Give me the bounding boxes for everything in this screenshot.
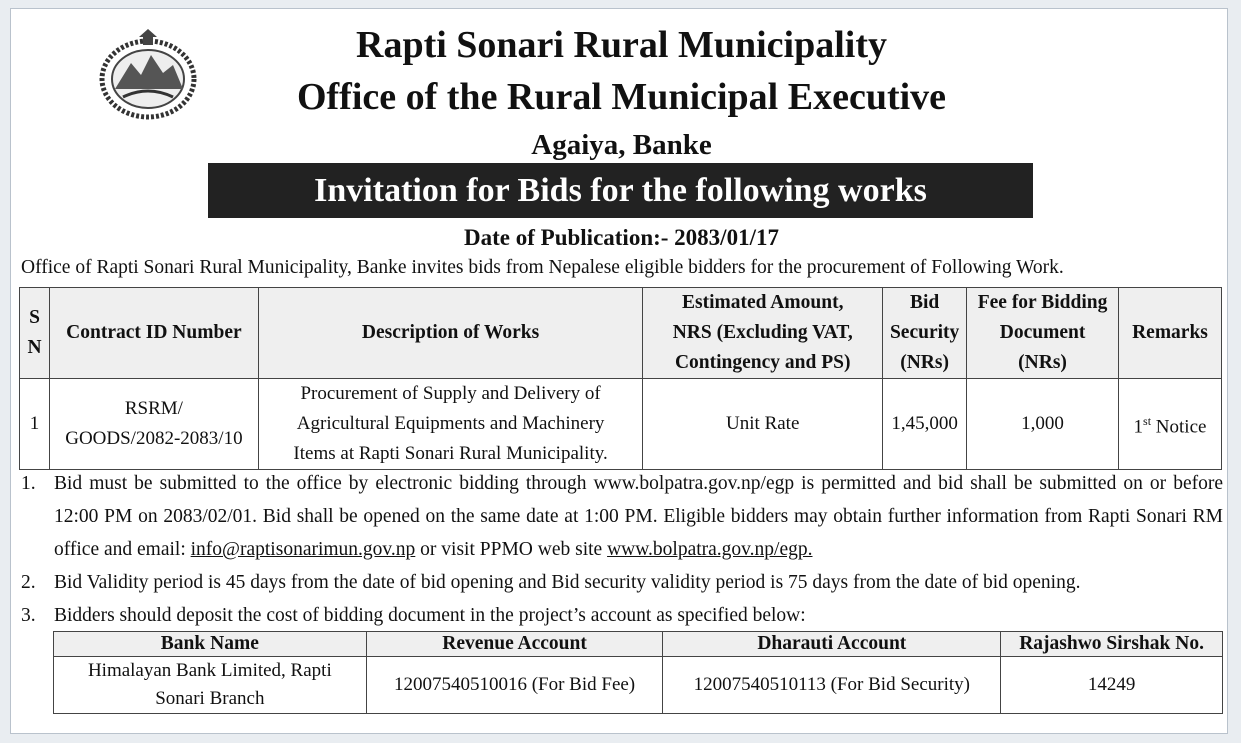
estimate-cell: Unit Rate xyxy=(643,379,883,470)
fee-cell: 1,000 xyxy=(967,379,1119,470)
notice-page xyxy=(10,8,1228,734)
ppmo-site-link[interactable]: www.bolpatra.gov.np/egp. xyxy=(607,539,813,560)
rajashwo-cell: 14249 xyxy=(1001,657,1223,714)
estimate-header: Estimated Amount, NRS (Excluding VAT, Contingency and PS) xyxy=(643,288,883,379)
revenue-header: Revenue Account xyxy=(366,632,663,657)
note-number: 3. xyxy=(21,605,36,626)
list-item xyxy=(21,599,1223,632)
list-item xyxy=(21,566,1223,599)
office-title: Office of the Rural Municipal Executive xyxy=(296,76,947,118)
note-text: Bid must be submitted to the office by electronic bidding through www.bolpatra.gov.np/egp is permitted and bid shall be submitted on or before 12:00 PM on 2083/02/01. Bid shall be opened on the same date at 1:00 PM. Eligible bidders may obtain further information from Rapti Sonari RM office and email: info@raptisonarimun.gov.np or visit PPMO web site www.bolpatra.gov.np/egp. xyxy=(54,473,1223,560)
municipality-title: Rapti Sonari Rural Municipality xyxy=(356,24,887,66)
note-number: 1. xyxy=(21,473,36,494)
dharauti-header: Dharauti Account xyxy=(663,632,1001,657)
sn-cell: 1 xyxy=(20,379,50,470)
note-text: Bidders should deposit the cost of bidding document in the project’s account as specified below: xyxy=(54,605,806,626)
table-row xyxy=(54,657,1223,714)
note-number: 2. xyxy=(21,572,36,593)
revenue-cell: 12007540510016 (For Bid Fee) xyxy=(366,657,663,714)
contract-header: Contract ID Number xyxy=(49,288,258,379)
list-item xyxy=(21,467,1223,566)
bid-table-header xyxy=(20,288,1222,379)
intro-text: Office of Rapti Sonari Rural Municipality, Banke invites bids from Nepalese eligible bidders for the procurement of Following Work. xyxy=(21,257,1064,278)
notes-list xyxy=(21,467,1223,632)
sn-header: S N xyxy=(20,288,50,379)
fee-header: Fee for Bidding Document (NRs) xyxy=(967,288,1119,379)
security-header: Bid Security (NRs) xyxy=(883,288,967,379)
remarks-cell: 1st Notice xyxy=(1119,379,1222,470)
bank-table xyxy=(53,631,1223,714)
rajashwo-header: Rajashwo Sirshak No. xyxy=(1001,632,1223,657)
publication-date: Date of Publication:- 2083/01/17 xyxy=(464,225,779,250)
description-cell: Procurement of Supply and Delivery of Agricultural Equipments and Machinery Items at Rapti Sonari Rural Municipality. xyxy=(258,379,643,470)
location: Agaiya, Banke xyxy=(531,129,712,161)
bank-name-header: Bank Name xyxy=(54,632,367,657)
dharauti-cell: 12007540510113 (For Bid Security) xyxy=(663,657,1001,714)
remarks-header: Remarks xyxy=(1119,288,1222,379)
bank-name-cell: Himalayan Bank Limited, Rapti Sonari Branch xyxy=(54,657,367,714)
security-cell: 1,45,000 xyxy=(883,379,967,470)
invitation-banner: Invitation for Bids for the following works xyxy=(208,163,1033,218)
bank-table-header xyxy=(54,632,1223,657)
contract-cell: RSRM/ GOODS/2082-2083/10 xyxy=(49,379,258,470)
email-link[interactable]: info@raptisonarimun.gov.np xyxy=(190,539,416,560)
note-text: Bid Validity period is 45 days from the date of bid opening and Bid security validity period is 75 days from the date of bid opening. xyxy=(54,572,1081,593)
bid-table xyxy=(19,287,1222,470)
description-header: Description of Works xyxy=(258,288,643,379)
table-row xyxy=(20,379,1222,470)
